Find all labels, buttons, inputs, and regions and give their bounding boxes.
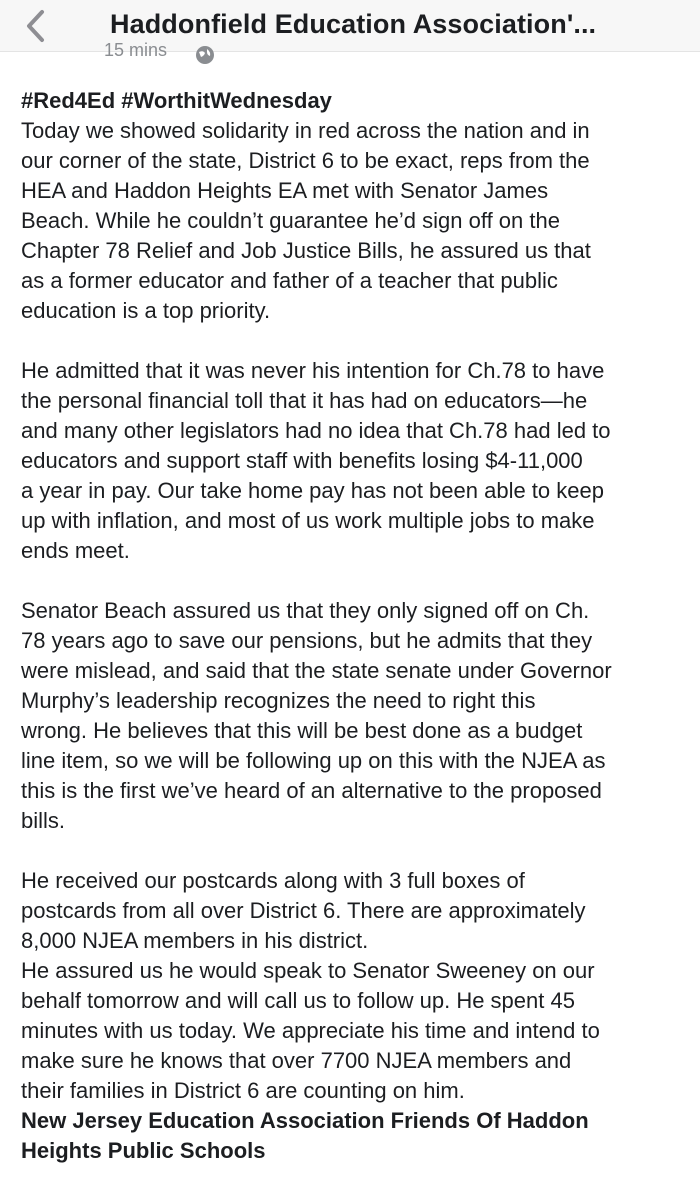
tagged-pages-link[interactable]: New Jersey Education Association Friends Of Haddon Heights Public Schools <box>21 1108 589 1163</box>
back-button[interactable] <box>22 8 52 44</box>
page-title: Haddonfield Education Association'... <box>110 9 597 39</box>
globe-icon <box>194 44 216 66</box>
post-hashtags[interactable]: #Red4Ed #WorthitWednesday <box>21 88 332 113</box>
post-paragraph: He received our postcards along with 3 full boxes of postcards from all over District 6. There are approximately 8,000 NJEA members in his district. <box>21 868 586 953</box>
post-paragraph: He admitted that it was never his intention for Ch.78 to have the personal financial toll that it has had on educators—he and many other legislators had no idea that Ch.78 had led to educators and support staff with benefits losing $4-11,000 a year in pay. Our take home pay has not been able to keep up with inflation, and most of us work multiple jobs to make ends meet. <box>21 358 611 563</box>
chevron-left-icon <box>22 8 52 44</box>
post-meta <box>104 40 224 72</box>
post-paragraph: Today we showed solidarity in red across the nation and in our corner of the state, District 6 to be exact, reps from the HEA and Haddon Heights EA met with Senator James Beach. While he couldn’t guarantee he’d sign off on the Chapter 78 Relief and Job Justice Bills, he assured us that as a former educator and father of a teacher that public education is a top priority. <box>21 118 591 323</box>
post-paragraph: Senator Beach assured us that they only signed off on Ch. 78 years ago to save our pensions, but he admits that they were mislead, and said that the state senate under Governor Murphy’s leadership recognizes the need to right this wrong. He believes that this will be best done as a budget line item, so we will be following up on this with the NJEA as this is the first we’ve heard of an alternative to the proposed bills. <box>21 598 612 833</box>
post-body <box>21 86 693 1166</box>
post-timestamp[interactable]: 15 mins <box>104 40 168 60</box>
post-paragraph: He assured us he would speak to Senator Sweeney on our behalf tomorrow and will call us to follow up. He spent 45 minutes with us today. We appreciate his time and intend to make sure he knows that over 7700 NJEA members and their families in District 6 are counting on him. <box>21 958 600 1103</box>
